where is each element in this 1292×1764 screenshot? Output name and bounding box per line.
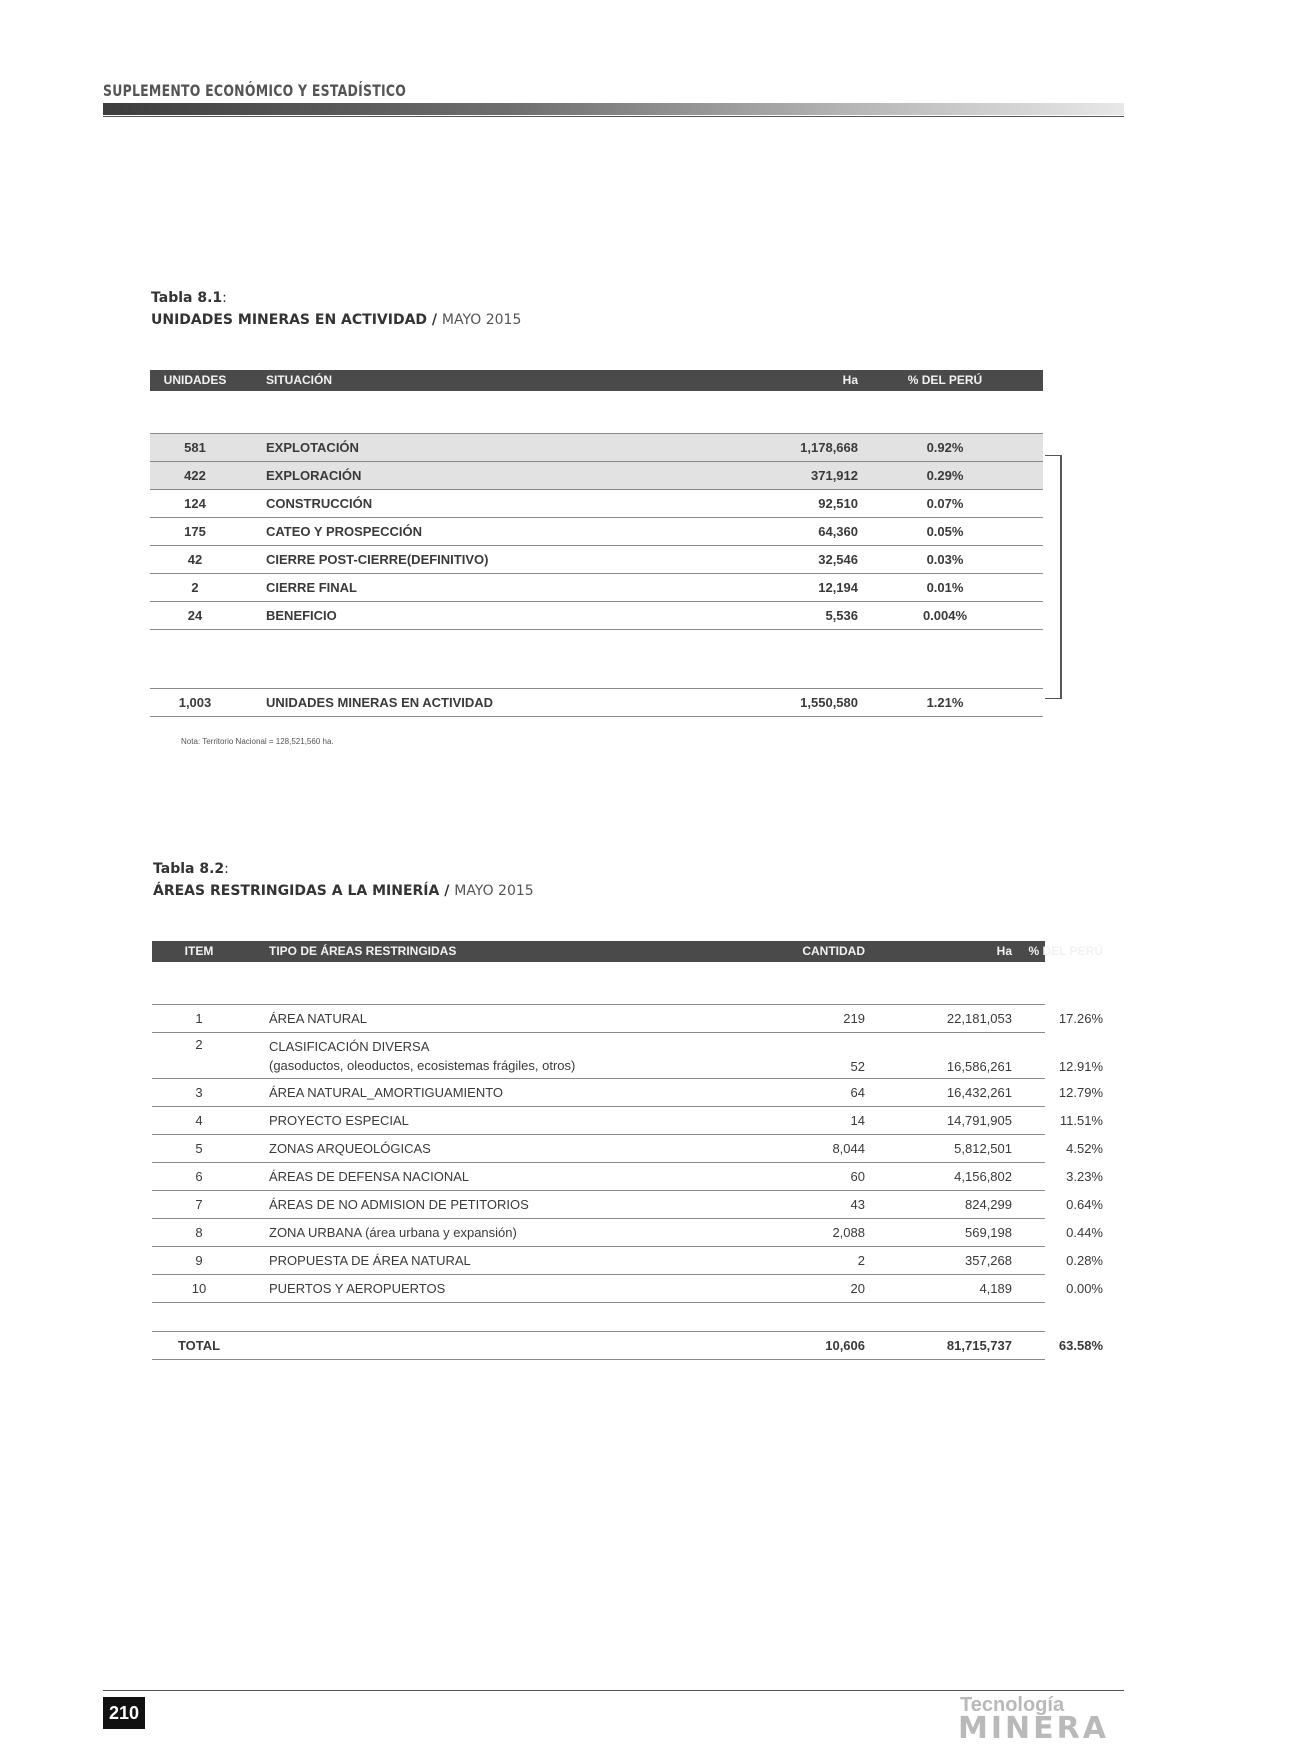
- cell-unidades: 124: [184, 496, 206, 511]
- table-note: Nota: Territorio Nacional = 128,521,560 ha.: [181, 737, 334, 746]
- table-total-row: [150, 689, 1043, 717]
- cell-pct-value: 0.00%: [1066, 1281, 1103, 1296]
- section-title: SUPLEMENTO ECONÓMICO Y ESTADÍSTICO: [103, 81, 407, 100]
- cell-ha: 569,198: [965, 1225, 1012, 1240]
- table-row: [152, 1033, 1103, 1079]
- cell-situacion: CATEO Y PROSPECCIÓN: [266, 524, 423, 539]
- table-row: [150, 574, 1043, 602]
- cell-tipo: [269, 1163, 629, 1190]
- cell-pct-value: 11.51%: [1059, 1113, 1103, 1128]
- cell-situacion: EXPLOTACIÓN: [266, 440, 359, 455]
- cell-tipo-line-1: ÁREA NATURAL_AMORTIGUAMIENTO: [269, 1085, 504, 1100]
- cell-ha: 14,791,905: [946, 1113, 1012, 1128]
- cell-tipo-line-2: (gasoductos, oleoductos, ecosistemas frágiles, otros): [269, 1057, 576, 1073]
- table-row: [152, 1135, 1103, 1163]
- table-8-1-caption: [151, 287, 521, 331]
- total-pct: 1.21%: [926, 695, 964, 710]
- total-pct-value: 63.58%: [1058, 1338, 1103, 1353]
- cell-tipo: [269, 1191, 629, 1218]
- cell-item: 3: [195, 1085, 203, 1100]
- table-row: [152, 1163, 1103, 1191]
- cell-cantidad: 43: [850, 1197, 865, 1212]
- cell-cantidad: 2: [857, 1253, 865, 1268]
- cell-pct: [1012, 1247, 1149, 1274]
- table-row: [152, 1079, 1103, 1107]
- cell-situacion: CIERRE POST-CIERRE(DEFINITIVO): [266, 552, 489, 567]
- cell-unidades: 175: [184, 524, 206, 539]
- total-bracket: [1045, 455, 1062, 699]
- header-rule: [103, 116, 1124, 117]
- table-row: [150, 518, 1043, 546]
- header-gradient-bar: [103, 103, 1124, 115]
- cell-cantidad: 60: [850, 1169, 865, 1184]
- cell-pct: [1012, 1079, 1149, 1106]
- cell-ha: 4,189: [979, 1281, 1012, 1296]
- cell-tipo: [269, 1107, 629, 1134]
- table-row: [150, 434, 1043, 462]
- cell-tipo-line-1: ÁREA NATURAL: [269, 1011, 368, 1026]
- col-header-cantidad: CANTIDAD: [802, 944, 865, 958]
- cell-cantidad: 8,044: [832, 1141, 865, 1156]
- table-areas-restringidas: [152, 941, 1103, 1361]
- cell-item: 9: [195, 1253, 203, 1268]
- cell-item: 6: [195, 1169, 203, 1184]
- cell-pct: 0.92%: [926, 440, 964, 455]
- table-total-row: [152, 1332, 1103, 1360]
- cell-ha: 371,912: [811, 468, 858, 483]
- cell-tipo: [269, 1005, 629, 1032]
- total-ha: 1,550,580: [800, 695, 858, 710]
- cell-item: 4: [195, 1113, 203, 1128]
- table-label: Tabla 8.1: [151, 290, 223, 306]
- cell-pct: [1012, 1275, 1149, 1302]
- cell-ha: 22,181,053: [946, 1011, 1012, 1026]
- table-8-2-caption: [153, 858, 534, 902]
- cell-ha: 357,268: [965, 1253, 1012, 1268]
- title-separator: /: [427, 312, 442, 328]
- cell-pct: [1012, 1191, 1149, 1218]
- col-header-pct: [1012, 941, 1149, 962]
- cell-pct-value: 3.23%: [1066, 1169, 1103, 1184]
- cell-pct-value: 0.28%: [1066, 1253, 1103, 1268]
- cell-tipo-line-1: PUERTOS Y AEROPUERTOS: [269, 1281, 446, 1296]
- cell-ha: 16,586,261: [946, 1059, 1012, 1074]
- table-title: UNIDADES MINERAS EN ACTIVIDAD: [151, 312, 428, 328]
- logo-line-1: Tecnología: [960, 1694, 1065, 1716]
- cell-ha: 1,178,668: [800, 440, 858, 455]
- table-row: [152, 1219, 1103, 1247]
- cell-item: 5: [195, 1141, 203, 1156]
- cell-pct-value: 4.52%: [1066, 1141, 1103, 1156]
- total-label: TOTAL: [177, 1338, 221, 1353]
- cell-item: 1: [195, 1011, 203, 1026]
- table-row: [152, 1005, 1103, 1033]
- cell-tipo-line-1: ZONAS ARQUEOLÓGICAS: [269, 1141, 431, 1156]
- cell-ha: 12,194: [818, 580, 858, 595]
- cell-tipo-line-1: PROYECTO ESPECIAL: [269, 1113, 409, 1128]
- cell-pct: [1012, 1163, 1149, 1190]
- running-header: [103, 80, 1124, 117]
- cell-pct-value: 12.91%: [1058, 1059, 1103, 1074]
- cell-pct: 0.05%: [926, 524, 964, 539]
- logo-line-2: MINERA: [958, 1711, 1109, 1746]
- table-row: [152, 1107, 1103, 1135]
- cell-ha: 5,812,501: [954, 1141, 1012, 1156]
- cell-pct: [1012, 1107, 1149, 1134]
- col-header-ha: Ha: [996, 944, 1012, 958]
- col-header-pct-label: % DEL PERÚ: [1028, 944, 1103, 958]
- table-label-colon: :: [222, 290, 227, 306]
- table-unidades-mineras: [150, 370, 1043, 710]
- cell-tipo-line-1: CLASIFICACIÓN DIVERSA: [269, 1038, 430, 1054]
- col-header-situacion: SITUACIÓN: [266, 373, 332, 387]
- cell-pct-value: 0.44%: [1066, 1225, 1103, 1240]
- table-row: [150, 546, 1043, 574]
- cell-cantidad: 219: [843, 1011, 865, 1026]
- cell-cantidad: 2,088: [832, 1225, 865, 1240]
- cell-pct: 0.03%: [926, 552, 964, 567]
- cell-tipo: [269, 1219, 629, 1246]
- cell-pct: 0.01%: [926, 580, 964, 595]
- cell-item: 2: [195, 1037, 203, 1052]
- title-separator: /: [439, 883, 455, 899]
- col-header-item: ITEM: [184, 944, 214, 958]
- col-header-pct: % DEL PERÚ: [907, 373, 983, 387]
- table-row: [150, 462, 1043, 490]
- table-title: ÁREAS RESTRINGIDAS A LA MINERÍA: [153, 883, 440, 899]
- cell-item: 8: [195, 1225, 203, 1240]
- cell-pct-value: 12.79%: [1058, 1085, 1103, 1100]
- cell-tipo: [269, 1079, 629, 1106]
- cell-ha: 824,299: [965, 1197, 1012, 1212]
- cell-unidades: 422: [184, 468, 206, 483]
- cell-unidades: 42: [187, 552, 203, 567]
- table-header-row: [150, 370, 1043, 391]
- total-ha: 81,715,737: [946, 1338, 1012, 1353]
- cell-ha: 5,536: [825, 608, 858, 623]
- cell-ha: 16,432,261: [946, 1085, 1012, 1100]
- cell-unidades: 581: [184, 440, 206, 455]
- table-row: [152, 1191, 1103, 1219]
- col-header-unidades: UNIDADES: [163, 373, 227, 387]
- cell-ha: 92,510: [818, 496, 858, 511]
- cell-cantidad: 64: [850, 1085, 865, 1100]
- cell-pct: [1012, 1219, 1149, 1246]
- cell-unidades: 24: [187, 608, 203, 623]
- cell-situacion: BENEFICIO: [266, 608, 337, 623]
- cell-pct: 0.004%: [922, 608, 968, 623]
- cell-tipo: [269, 1033, 629, 1078]
- cell-tipo: [269, 1275, 629, 1302]
- table-date: MAYO 2015: [454, 883, 534, 899]
- cell-tipo: [269, 1247, 629, 1274]
- cell-pct: 0.07%: [926, 496, 964, 511]
- table-row: [150, 490, 1043, 518]
- cell-situacion: EXPLORACIÓN: [266, 468, 362, 483]
- cell-ha: 32,546: [818, 552, 858, 567]
- cell-item: 7: [195, 1197, 203, 1212]
- table-label-colon: :: [224, 861, 229, 877]
- cell-cantidad: 14: [850, 1113, 865, 1128]
- cell-cantidad: 20: [850, 1281, 865, 1296]
- total-unidades: 1,003: [178, 695, 212, 710]
- cell-pct: [1012, 1005, 1149, 1032]
- cell-tipo-line-1: ÁREAS DE NO ADMISION DE PETITORIOS: [269, 1197, 529, 1212]
- cell-pct: [1012, 1033, 1149, 1078]
- table-row: [150, 602, 1043, 630]
- cell-unidades: 2: [191, 580, 199, 595]
- cell-tipo-line-1: PROPUESTA DE ÁREA NATURAL: [269, 1253, 471, 1268]
- cell-situacion: CONSTRUCCIÓN: [266, 496, 373, 511]
- cell-ha: 4,156,802: [954, 1169, 1012, 1184]
- total-pct: [1012, 1332, 1149, 1359]
- cell-pct-value: 17.26%: [1058, 1011, 1103, 1026]
- cell-tipo-line-1: ZONA URBANA (área urbana y expansión): [269, 1225, 517, 1240]
- cell-situacion: CIERRE FINAL: [266, 580, 357, 595]
- table-row: [152, 1275, 1103, 1303]
- cell-item: 10: [191, 1281, 207, 1296]
- col-header-ha: Ha: [842, 373, 858, 387]
- col-header-tipo: TIPO DE ÁREAS RESTRINGIDAS: [269, 944, 457, 958]
- table-label: Tabla 8.2: [153, 861, 225, 877]
- cell-tipo-line-1: ÁREAS DE DEFENSA NACIONAL: [269, 1169, 470, 1184]
- total-situacion: UNIDADES MINERAS EN ACTIVIDAD: [266, 695, 494, 710]
- cell-pct-value: 0.64%: [1066, 1197, 1103, 1212]
- table-row: [152, 1247, 1103, 1275]
- cell-pct: 0.29%: [926, 468, 964, 483]
- page-number: 210: [103, 1697, 145, 1729]
- cell-cantidad: 52: [850, 1059, 865, 1074]
- publication-logo: [958, 1695, 1128, 1745]
- cell-ha: 64,360: [818, 524, 858, 539]
- cell-tipo: [269, 1135, 629, 1162]
- footer-rule: [103, 1690, 1124, 1691]
- total-cantidad: 10,606: [825, 1338, 865, 1353]
- table-header-row: [152, 941, 1103, 962]
- cell-pct: [1012, 1135, 1149, 1162]
- table-date: MAYO 2015: [441, 312, 522, 328]
